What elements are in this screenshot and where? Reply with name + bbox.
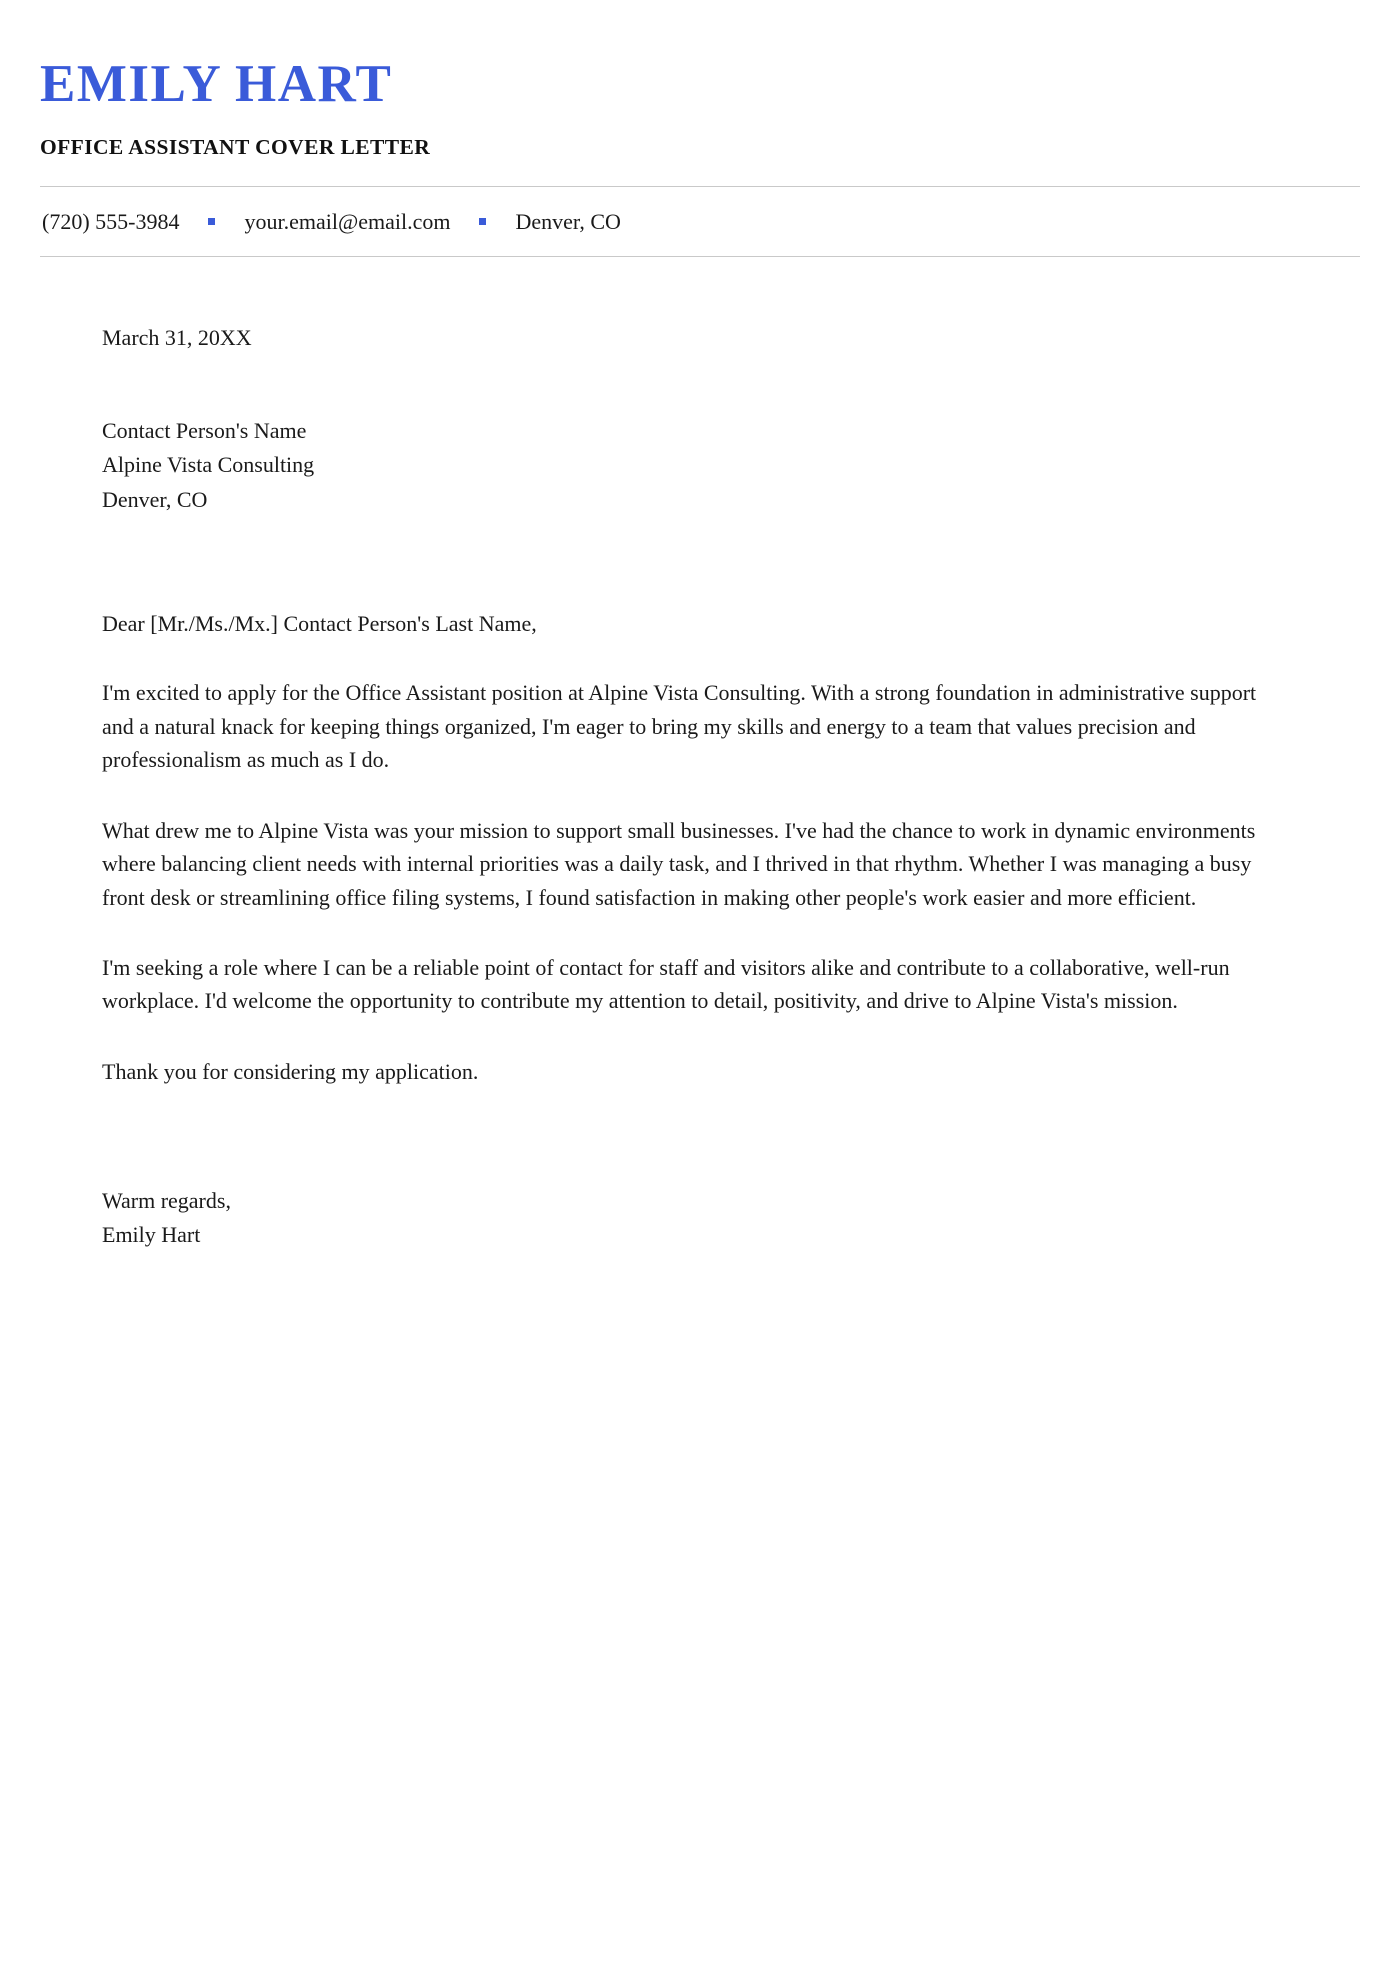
closing-salutation: Warm regards, [102,1188,231,1214]
recipient-block [102,414,1268,516]
body-paragraph-3: I'm seeking a role where I can be a reliable point of contact for staff and visitors alike and contribute to a collaborative, well-run workplace. I'd welcome the opportunity to contribute my attention to detail, positivity, and drive to Alpine Vista's mission. [102,955,1230,1014]
square-bullet-icon [208,218,215,225]
header-divider-bottom [40,256,1360,257]
body-paragraph-4: Thank you for considering my application. [102,1058,479,1084]
closing-block [102,1184,1268,1252]
letter-date: March 31, 20XX [102,324,252,350]
contact-info-row [40,187,1360,255]
contact-email: your.email@email.com [244,209,451,235]
job-title: OFFICE ASSISTANT COVER LETTER [40,135,431,160]
contact-phone: (720) 555-3984 [42,209,180,235]
recipient-company: Alpine Vista Consulting [102,452,315,478]
contact-location: Denver, CO [515,209,621,235]
letterhead [0,0,1400,257]
signature-name: Emily Hart [102,1222,201,1248]
square-bullet-icon [479,218,486,225]
salutation: Dear [Mr./Ms./Mx.] Contact Person's Last Name, [102,610,537,636]
page-title: EMILY HART [40,55,393,113]
body-paragraph-2: What drew me to Alpine Vista was your mission to support small businesses. I've had the chance to work in dynamic environments where balancing client needs with internal priorities was a daily task, and I thrived in that rhythm. Whether I was managing a busy front desk or streamlining office filing systems, I found satisfaction in making other people's work easier and more efficient. [102,817,1256,910]
recipient-location: Denver, CO [102,486,208,512]
recipient-name: Contact Person's Name [102,418,307,444]
letter-body [0,323,1400,1253]
body-paragraph-1: I'm excited to apply for the Office Assistant position at Alpine Vista Consulting. With a strong foundation in administrative support and a natural knack for keeping things organized, I'm eager to bring my skills and energy to a team that values precision and professionalism as much as I do. [102,680,1257,773]
